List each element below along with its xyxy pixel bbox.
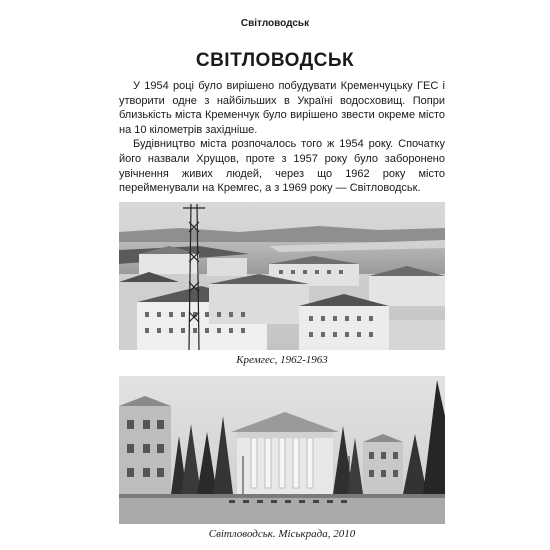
paragraph-1: У 1954 році було вирішено побудувати Кременчуцьку ГЕС і утворити одне з найбільших в Україні водосховищ. Попри близькість міста Кременчук було вирішено звести окреме місто на 10 кілометрів західніше.: [119, 80, 445, 136]
photo-kremhes-aerial: [119, 202, 445, 350]
article-body: [119, 79, 445, 196]
photo-caption-1: Кремгес, 1962-1963: [236, 354, 328, 366]
photo-city-council: [119, 376, 445, 524]
paragraph-2: Будівництво міста розпочалось того ж 1954 року. Спочатку його назвали Хрущов, проте з 1957 року було заборонено увічнення живих людей, через що 1962 року місто перейменували на Кремгес, а з 1969 року — Світловодськ.: [119, 138, 445, 195]
page-title: СВІТЛОВОДСЬК: [195, 50, 355, 71]
running-head: Світловодськ: [240, 18, 310, 29]
photo-caption-2: Світловодськ. Міськрада, 2010: [208, 528, 356, 540]
